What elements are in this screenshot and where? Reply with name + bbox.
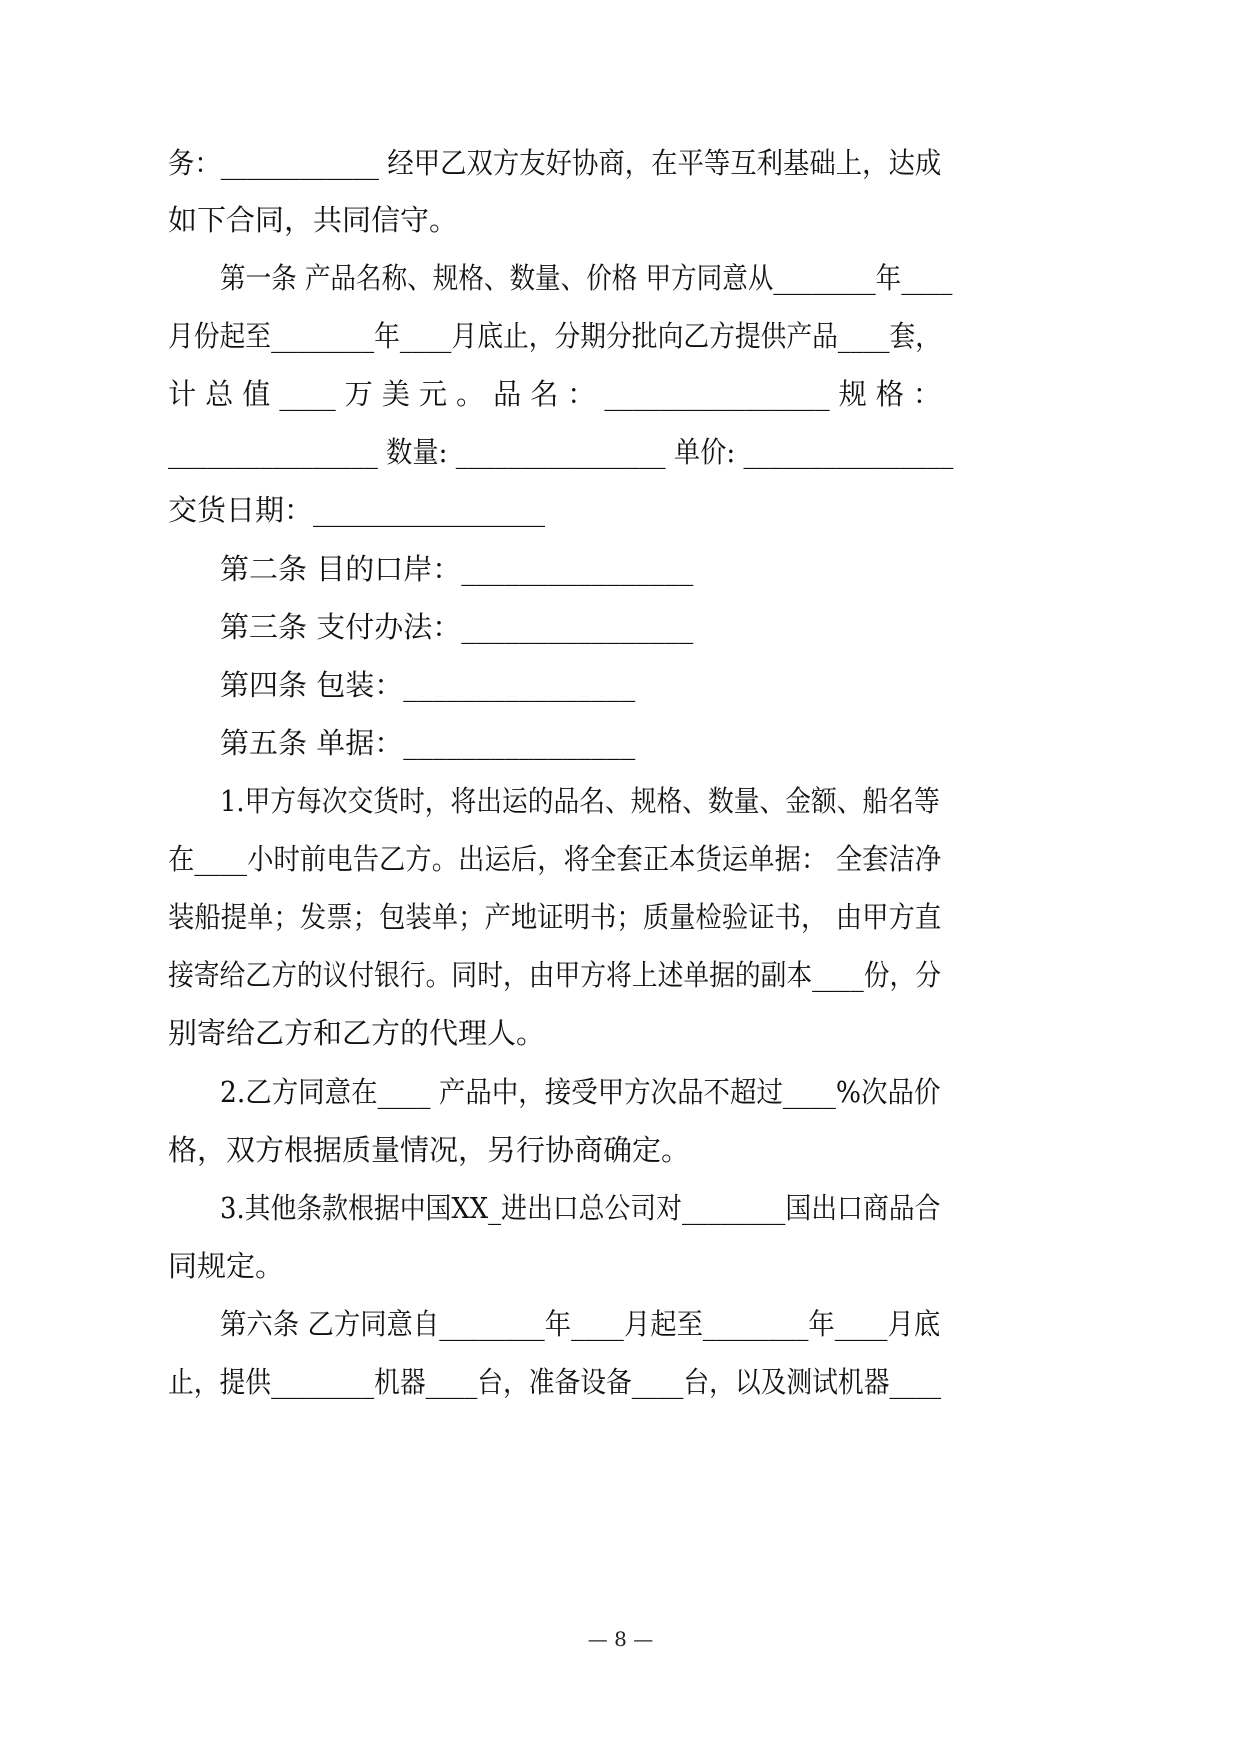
text-line: 交货日期：________________ xyxy=(168,493,546,527)
article-4: 第四条 包装：________________ xyxy=(220,668,636,702)
clause-3: 3.其他条款根据中国XX_进出口总公司对________国出口商品合 xyxy=(220,1191,941,1225)
article-6: 第六条 乙方同意自________年____月起至________年____月底 xyxy=(220,1307,941,1341)
text-line: 止，提供________机器____台，准备设备____台，以及测试机器____ xyxy=(168,1365,942,1399)
clause-2: 2.乙方同意在____ 产品中，接受甲方次品不超过____%次品价 xyxy=(220,1075,941,1109)
text-line: 如下合同，共同信守。 xyxy=(168,203,459,237)
article-5: 第五条 单据：________________ xyxy=(220,726,636,760)
text-line: 格，双方根据质量情况，另行协商确定。 xyxy=(168,1133,691,1167)
clause-1: 1.甲方每次交货时，将出运的品名、规格、数量、金额、船名等 xyxy=(220,784,940,818)
text-line: 月份起至________年____月底止，分期分批向乙方提供产品____套， xyxy=(168,319,942,353)
text-line: 务：____________ 经甲乙双方友好协商，在平等互利基础上，达成 xyxy=(168,146,942,180)
text-line: 同规定。 xyxy=(168,1249,285,1283)
article-3: 第三条 支付办法：________________ xyxy=(220,610,694,644)
text-line: ________________ 数量: ________________ 单价: ________________ xyxy=(168,435,954,469)
text-line: 别寄给乙方和乙方的代理人。 xyxy=(168,1016,546,1050)
article-2: 第二条 目的口岸：________________ xyxy=(220,552,694,586)
text-line: 计 总 值 ____ 万 美 元 。 品 名 ： ________________ 规 格 ： xyxy=(168,377,942,411)
article-1: 第一条 产品名称、规格、数量、价格 甲方同意从________年____ xyxy=(220,261,953,295)
text-line: 接寄给乙方的议付银行。同时，由甲方将上述单据的副本____份，分 xyxy=(168,958,942,992)
page-number: — 8 — xyxy=(587,1627,654,1651)
text-line: 在____小时前电告乙方。出运后，将全套正本货运单据： 全套洁净 xyxy=(168,842,942,876)
text-line: 装船提单；发票；包装单；产地证明书；质量检验证书， 由甲方直 xyxy=(168,900,942,934)
